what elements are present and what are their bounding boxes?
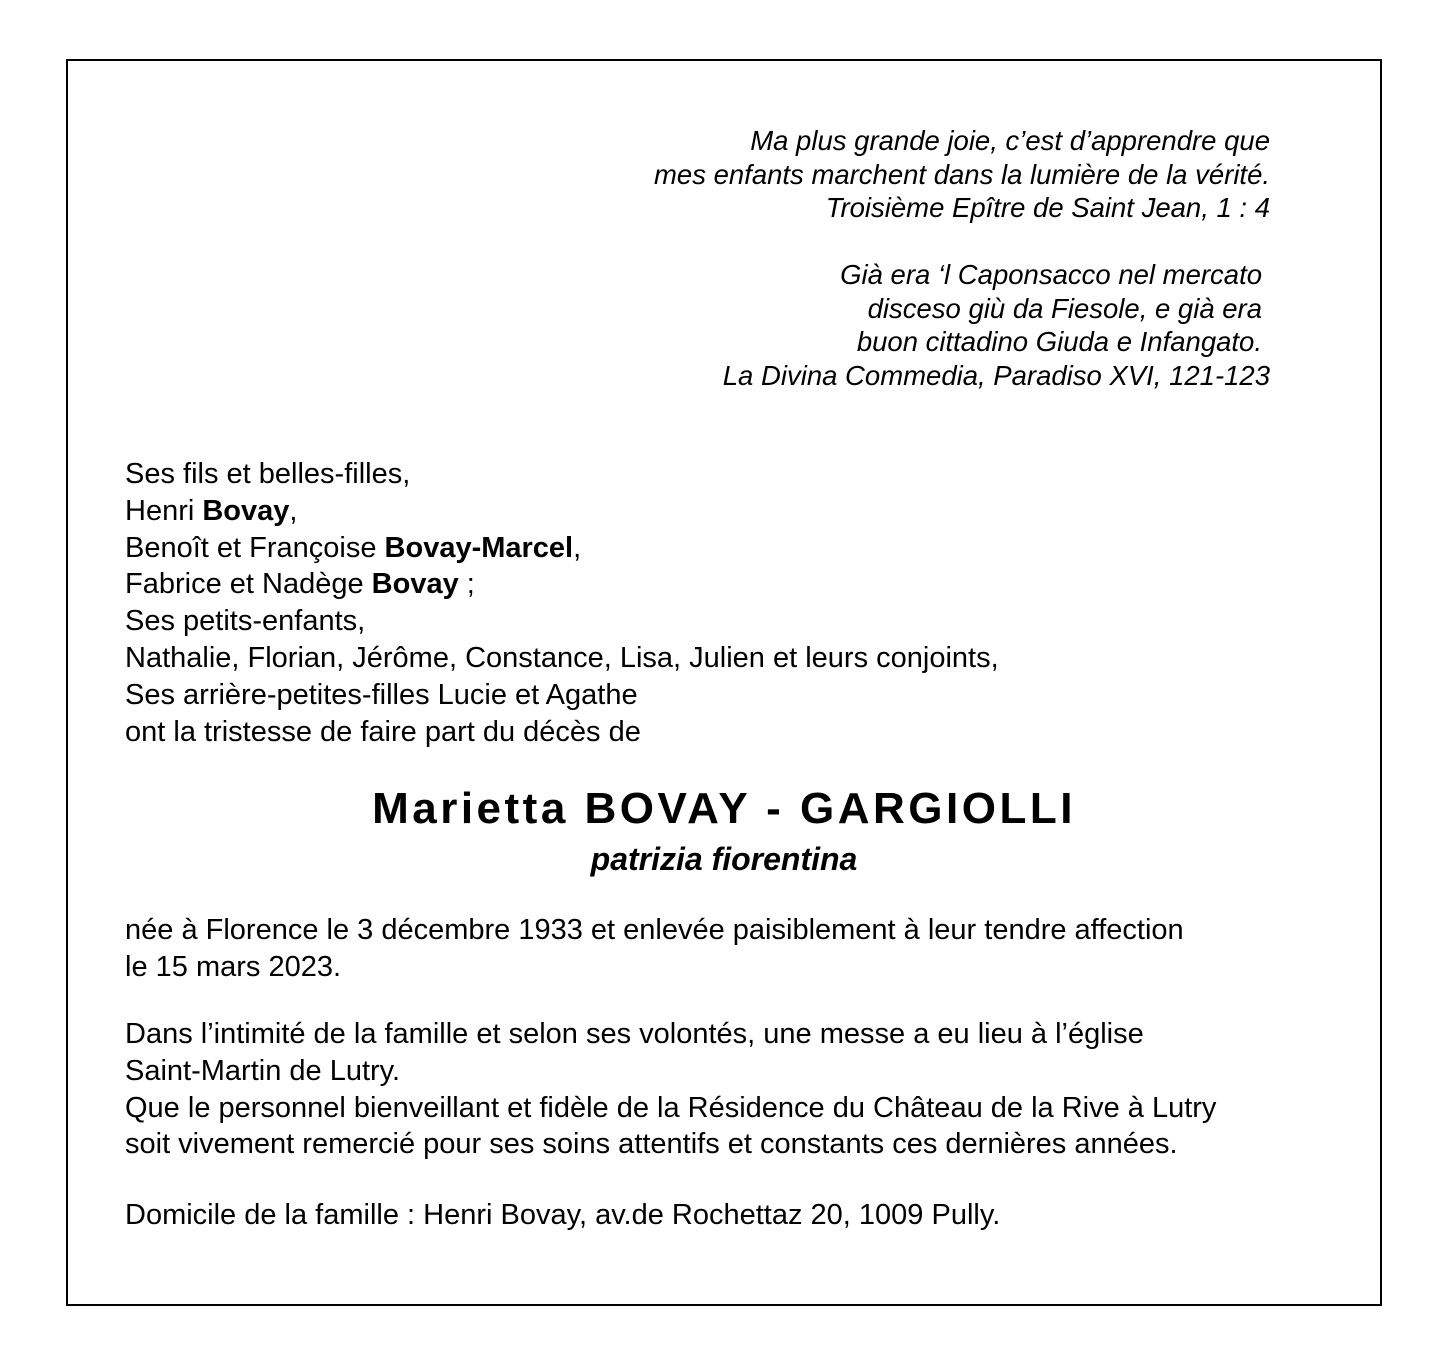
quote-source: Troisième Epître de Saint Jean, 1 : 4 bbox=[825, 192, 1270, 224]
family-line: Nathalie, Florian, Jérôme, Constance, Lisa, Julien et leurs conjoints, bbox=[125, 641, 999, 674]
family-line: Ses fils et belles-filles, bbox=[125, 458, 411, 490]
paragraph-line: Que le personnel bienveillant et fidèle de la Résidence du Château de la Rive à Lutry bbox=[125, 1091, 1217, 1124]
family-list bbox=[125, 456, 999, 750]
paragraph-line: née à Florence le 3 décembre 1933 et enlevée paisiblement à leur tendre affection bbox=[125, 914, 1184, 946]
surname: Bovay bbox=[202, 494, 290, 527]
birth-death-paragraph bbox=[125, 912, 1184, 986]
dante-quote bbox=[722, 258, 1270, 393]
family-line: Henri Bovay, bbox=[125, 494, 298, 527]
quote-line: buon cittadino Giuda e Infangato. bbox=[856, 326, 1262, 358]
quote-line: Ma plus grande joie, c’est d’apprendre que bbox=[750, 125, 1270, 156]
deceased-subtitle: patrizia fiorentina bbox=[590, 841, 858, 877]
quote-line: mes enfants marchent dans la lumière de la vérité. bbox=[654, 158, 1270, 190]
paragraph-line: Saint-Martin de Lutry. bbox=[125, 1054, 401, 1087]
family-line: Fabrice et Nadège Bovay ; bbox=[125, 568, 475, 601]
family-line: Ses arrière-petites-filles Lucie et Agathe bbox=[125, 678, 638, 711]
quote-line: Già era ‘l Caponsacco nel mercato bbox=[840, 259, 1262, 290]
ceremony-paragraph bbox=[125, 1016, 1216, 1163]
surname: Bovay-Marcel bbox=[384, 531, 574, 564]
paragraph-line: soit vivement remercié pour ses soins attentifs et constants ces dernières années. bbox=[125, 1128, 1178, 1161]
paragraph-line: Domicile de la famille : Henri Bovay, av.de Rochettaz 20, 1009 Pully. bbox=[125, 1199, 1001, 1231]
paragraph-line: le 15 mars 2023. bbox=[125, 950, 342, 983]
domicile-paragraph bbox=[125, 1197, 1000, 1234]
quote-line: disceso giù da Fiesole, e già era bbox=[867, 292, 1262, 324]
family-line: Ses petits-enfants, bbox=[125, 605, 366, 638]
surname: Bovay bbox=[371, 568, 459, 601]
deceased-name: Marietta BOVAY - GARGIOLLI bbox=[372, 784, 1076, 833]
family-line: Benoît et Françoise Bovay-Marcel, bbox=[125, 531, 582, 564]
paragraph-line: Dans l’intimité de la famille et selon ses volontés, une messe a eu lieu à l’église bbox=[125, 1018, 1144, 1050]
bible-quote bbox=[654, 124, 1270, 225]
notice-frame bbox=[66, 59, 1382, 1306]
family-line: ont la tristesse de faire part du décès de bbox=[125, 715, 641, 748]
quote-source: La Divina Commedia, Paradiso XVI, 121-123 bbox=[722, 360, 1270, 392]
